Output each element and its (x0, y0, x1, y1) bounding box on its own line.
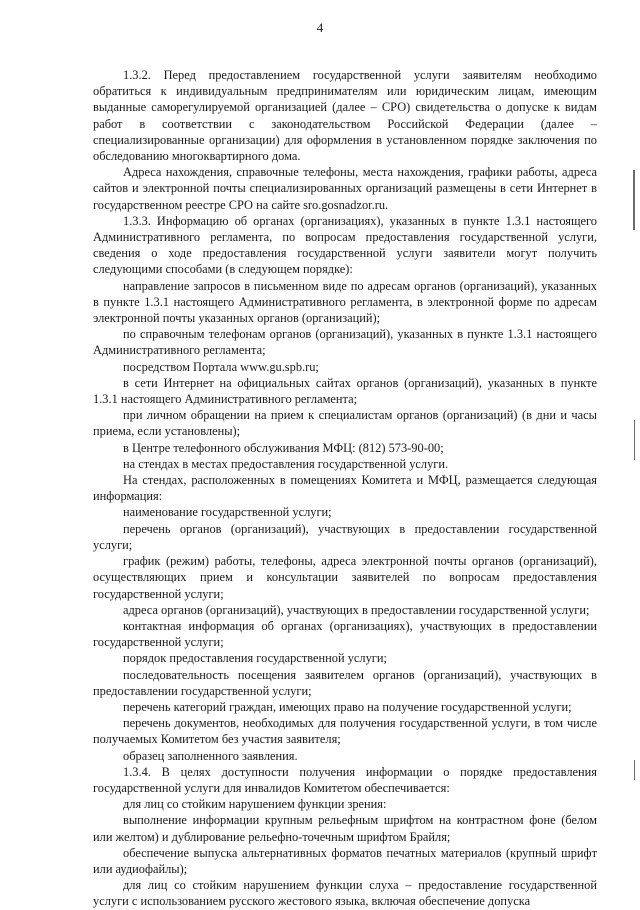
paragraph: 1.3.4. В целях доступности получения информации о порядке предоставления государственной услуги для инвалидов Комитетом обеспечивается: (93, 764, 597, 795)
page-number: 4 (316, 20, 324, 35)
paragraph: выполнение информации крупным рельефным шрифтом на контрастном фоне (белом или желтом) и дублирование рельефно-точечным шрифтом Брайля; (93, 813, 597, 844)
paragraph: 1.3.3. Информацию об органах (организациях), указанных в пункте 1.3.1 настоящего Административного регламента, по вопросам предоставления государственной услуги, сведения о ходе предоставления государственной услуги заявители могут получить следующими способами (в следующем порядке): (93, 213, 597, 277)
paragraph: последовательность посещения заявителем органов (организаций), участвующих в предоставлении государственной услуги; (93, 667, 597, 698)
paragraph: порядок предоставления государственной услуги; (123, 651, 387, 666)
paragraph: на стендах в местах предоставления государственной услуги. (123, 456, 449, 471)
paragraph: Адреса нахождения, справочные телефоны, места нахождения, графики работы, адреса сайтов и электронной почты специализированных организаций размещены в сети Интернет в государственном реестре СРО на сайте sro.gosnadzor.ru. (93, 165, 597, 212)
scan-edge-mark (634, 420, 635, 460)
paragraph: посредством Портала www.gu.spb.ru; (123, 359, 319, 374)
paragraph: обеспечение выпуска альтернативных форматов печатных материалов (крупный шрифт или аудиофайлы); (93, 845, 597, 876)
paragraph: перечень документов, необходимых для получения государственной услуги, в том числе получаемых Комитетом без участия заявителя; (93, 716, 597, 747)
paragraph: перечень категорий граждан, имеющих право на получение государственной услуги; (123, 699, 572, 714)
paragraph: На стендах, расположенных в помещениях Комитета и МФЦ, размещается следующая информация: (93, 473, 597, 504)
scan-edge-mark (633, 170, 635, 230)
paragraph: направление запросов в письменном виде по адресам органов (организаций), указанных в пункте 1.3.1 настоящего Административного регламента, в электронной форме по адресам электронной почты указанных органов (организаций); (93, 278, 597, 326)
paragraph: по справочным телефонам органов (организаций), указанных в пункте 1.3.1 настоящего Административного регламента; (93, 327, 597, 358)
paragraph: 1.3.2. Перед предоставлением государственной услуги заявителям необходимо обратиться к индивидуальным предпринимателям или юридическим лицам, имеющим выданные саморегулируемой организацией (далее – СРО) свидетельства о допуске к видам работ в соответствии с законодательством Российской Федерации (далее – специализированные организации) для оформления в установленном порядке заключения по обследованию многоквартирного дома. (93, 68, 597, 164)
paragraph: для лиц со стойким нарушением функции слуха – предоставление государственной услуги с использованием русского жестового языка, включая обеспечение допуска (93, 878, 597, 909)
scan-edge-mark (634, 760, 635, 780)
paragraph: адреса органов (организаций), участвующих в предоставлении государственной услуги; (123, 602, 590, 617)
paragraph: наименование государственной услуги; (123, 505, 332, 520)
paragraph: контактная информация об органах (организациях), участвующих в предоставлении государственной услуги; (93, 618, 597, 650)
paragraph: в сети Интернет на официальных сайтах органов (организаций), указанных в пункте 1.3.1 настоящего Административного регламента; (93, 375, 597, 407)
paragraph: график (режим) работы, телефоны, адреса электронной почты органов (организаций), осуществляющих прием и консультации заявителей по вопросам предоставления государственной услуги; (93, 554, 597, 601)
paragraph: перечень органов (организаций), участвующих в предоставлении государственной услуги; (93, 521, 597, 552)
paragraph: при личном обращении на прием к специалистам органов (организаций) (в дни и часы приема, если установлены); (93, 408, 597, 439)
paragraph: в Центре телефонного обслуживания МФЦ: (812) 573-90-00; (123, 440, 444, 455)
paragraph: для лиц со стойким нарушением функции зрения: (123, 797, 387, 812)
paragraph: образец заполненного заявления. (123, 748, 298, 763)
document-body (93, 67, 597, 910)
